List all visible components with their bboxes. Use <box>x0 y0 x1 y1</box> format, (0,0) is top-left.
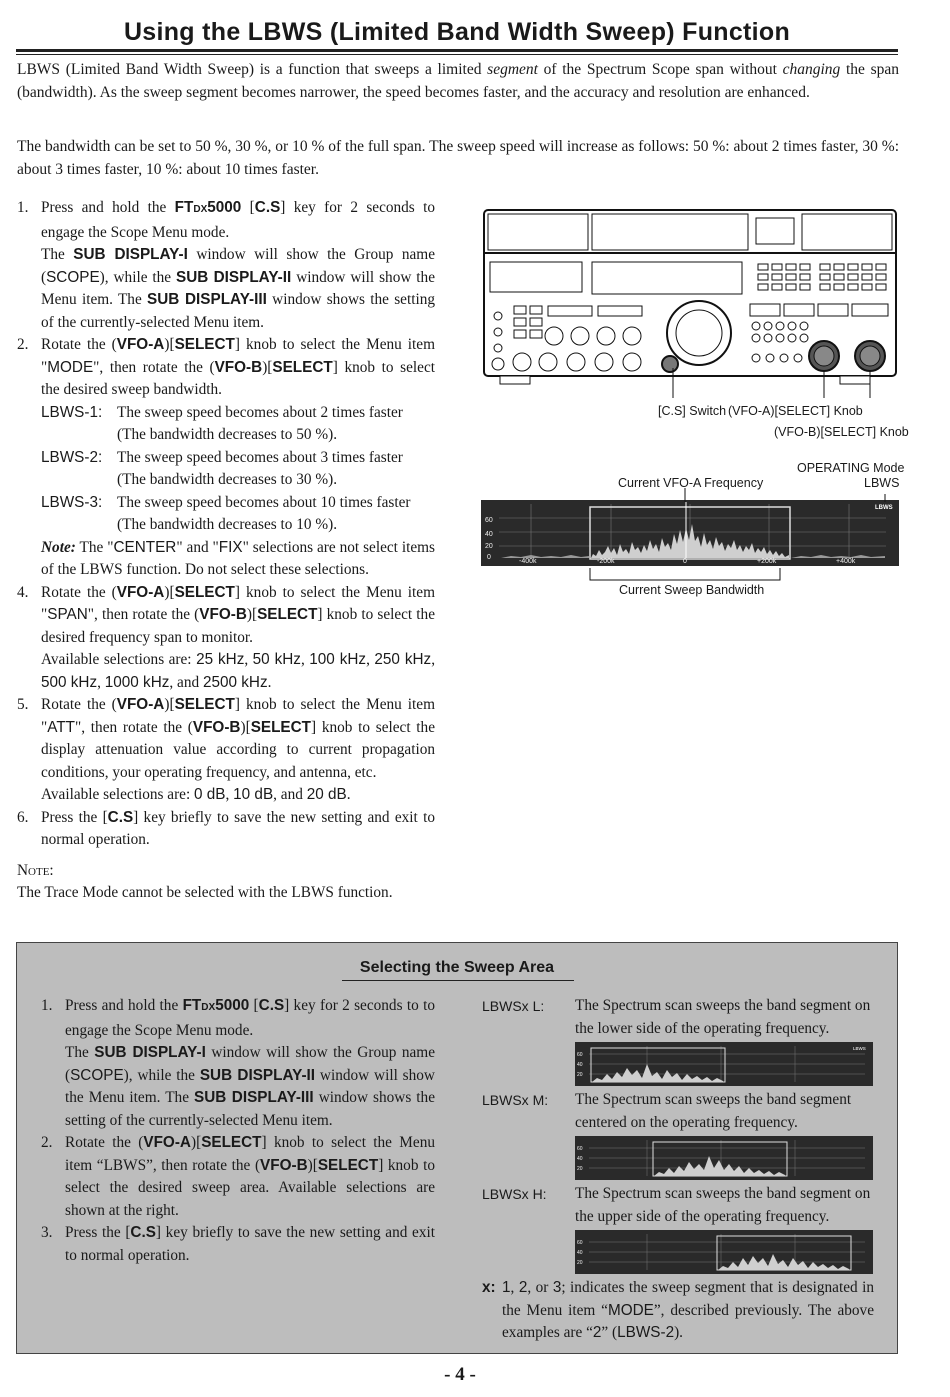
title-rule <box>16 49 898 52</box>
scope-y-tick: 0 <box>487 554 491 561</box>
svg-text:20: 20 <box>577 1260 583 1266</box>
operating-mode-value: LBWS <box>864 476 900 490</box>
page-title: Using the LBWS (Limited Band Width Sweep) Function <box>123 18 791 46</box>
svg-text:40: 40 <box>577 1062 583 1068</box>
box-step-2: 2. Rotate the (VFO-A)[SELECT] knob to select the Menu item “LBWS”, then rotate the (VFO-B)[SELECT] knob to select the desired sweep area. Available selections are shown at the right. <box>41 1134 435 1219</box>
svg-text:20: 20 <box>577 1166 583 1172</box>
step-2-note: Note: The "CENTER" and "FIX" selections are not select items of the LBWS function. Do not select these selections. <box>41 538 435 578</box>
svg-text:20: 20 <box>577 1072 583 1078</box>
box-steps <box>41 995 435 1267</box>
scope-x-tick: -200k <box>597 558 615 565</box>
intro-paragraph-2: The bandwidth can be set to 50 %, 30 %, or 10 % of the full span. The sweep speed will increase as follows: 50 %: about 2 times faster, 30 %: about 3 times faster, 10 %: about 10 times faster. <box>17 138 899 178</box>
svg-text:40: 40 <box>577 1250 583 1256</box>
scope-x-tick: 0 <box>683 558 687 565</box>
current-vfoa-callout: Current VFO-A Frequency <box>618 476 764 490</box>
sweep-area-options <box>482 995 874 1345</box>
step-5: 5. Rotate the (VFO-A)[SELECT] knob to select the Menu item "ATT", then rotate the (VFO-B)[SELECT] knob to select the display attenuation value according to current propagation conditions, your operating frequency, and antenna, etc. Available selections are: 0 dB, 10 dB, and 20 dB. <box>17 696 435 803</box>
svg-text:60: 60 <box>577 1146 583 1152</box>
lbws-low-option: LBWSx L: The Spectrum scan sweeps the band segment on the lower side of the operating frequency. <box>482 997 871 1037</box>
vfoa-knob-callout: (VFO-A)[SELECT] Knob <box>728 404 863 418</box>
vfob-knob-callout: (VFO-B)[SELECT] Knob <box>774 425 909 439</box>
lbws-3-option: LBWS-3: The sweep speed becomes about 10 times faster (The bandwidth decreases to 10 %). <box>41 493 411 533</box>
note-text: The Trace Mode cannot be selected with the LBWS function. <box>17 884 393 901</box>
mini-scope-low <box>575 1042 873 1086</box>
sweep-segment-footnote: x: 1, 2, or 3; indicates the sweep segment that is designated in the Menu item “MODE”, described previously. The above examples are “2” (LBWS-2). <box>482 1279 875 1341</box>
scope-y-tick: 20 <box>485 543 493 550</box>
scope-x-tick: +400k <box>836 558 856 565</box>
procedure-steps <box>17 197 435 905</box>
note-heading: Note: <box>17 861 54 879</box>
step-4: 4. Rotate the (VFO-A)[SELECT] knob to select the Menu item "SPAN", then rotate the (VFO-B)[SELECT] knob to select the desired frequency span to monitor. Available selections are: 25 kHz, 50 kHz, 100 kHz, 250 kHz, 500 kHz, 1000 kHz, and 2500 kHz. <box>17 583 436 691</box>
lbws-mid-option: LBWSx M: The Spectrum scan sweeps the band segment centered on the operating frequency. <box>482 1091 852 1131</box>
title-rule-thin <box>16 54 898 55</box>
lbws-high-option: LBWSx H: The Spectrum scan sweeps the band segment on the upper side of the operating frequency. <box>482 1185 871 1225</box>
step-6: 6. Press the [C.S] key briefly to save the new setting and exit to normal operation. <box>17 808 435 848</box>
scope-lbws-badge: LBWS <box>875 505 893 511</box>
cs-switch-callout: [C.S] Switch <box>658 404 727 418</box>
svg-text:40: 40 <box>577 1156 583 1162</box>
sweep-area-box <box>16 942 898 1354</box>
lbws-1-option: LBWS-1: The sweep speed becomes about 2 times faster (The bandwidth decreases to 50 %). <box>41 403 403 443</box>
lbws-2-option: LBWS-2: The sweep speed becomes about 3 times faster (The bandwidth decreases to 30 %). <box>41 448 403 488</box>
svg-text:LBWS: LBWS <box>853 1046 866 1051</box>
box-step-3: 3. Press the [C.S] key briefly to save the new setting and exit to normal operation. <box>41 1224 435 1264</box>
mini-scope-mid <box>575 1136 873 1180</box>
intro-paragraph-1: LBWS (Limited Band Width Sweep) is a function that sweeps a limited segment of the Spectrum Scope span without changing the span (bandwidth). As the sweep segment becomes narrower, the speed becomes faster, and the accuracy and resolution are enhanced. <box>17 61 900 101</box>
step-2: 2. Rotate the (VFO-A)[SELECT] knob to select the Menu item "MODE", then rotate the (VFO-B)[SELECT] knob to select the desired sweep bandwidth. LBWS-1: The sweep speed becomes about 2 times faster (The bandwidth decreases to 50 %). LBWS-2: The sweep speed becomes about 3 times faster (The bandwidth decreases to 30 %). LBWS-3: The sweep speed becomes about 10 times faster (The bandwidth decreases to 10 %). Note: The "CENTER" and "FIX" selections are not select items of the LBWS function. Do not select these selections. <box>17 334 435 582</box>
svg-text:60: 60 <box>577 1240 583 1246</box>
box-title: Selecting the Sweep Area <box>359 959 555 976</box>
svg-text:60: 60 <box>577 1052 583 1058</box>
scope-callout-lines <box>480 488 900 588</box>
scope-y-tick: 60 <box>485 517 493 524</box>
page-number: - 4 - <box>444 1364 476 1385</box>
operating-mode-callout: OPERATING Mode <box>797 461 905 475</box>
box-title-rule <box>342 980 574 981</box>
box-step-1: 1. Press and hold the FTDX5000 [C.S] key for 2 seconds to to engage the Scope Menu mode. The SUB DISPLAY-I window will show the Group name (SCOPE), while the SUB DISPLAY-II window will show the Menu item. The SUB DISPLAY-III window shows the setting of the currently-selected Menu item. <box>41 997 435 1129</box>
sweep-bandwidth-callout: Current Sweep Bandwidth <box>619 583 765 597</box>
scope-y-tick: 40 <box>485 531 493 538</box>
scope-x-tick: -400k <box>519 558 537 565</box>
mini-scope-high <box>575 1230 873 1274</box>
step-1: 1. Press and hold the FTDX5000 [C.S] key for 2 seconds to engage the Scope Menu mode. The SUB DISPLAY-I window will show the Group name (SCOPE), while the SUB DISPLAY-II window will show the Menu item. The SUB DISPLAY-III window shows the setting of the currently-selected Menu item. <box>17 199 435 331</box>
note-section <box>17 860 435 905</box>
transceiver-illustration <box>480 208 900 398</box>
scope-x-tick: +200k <box>757 558 777 565</box>
